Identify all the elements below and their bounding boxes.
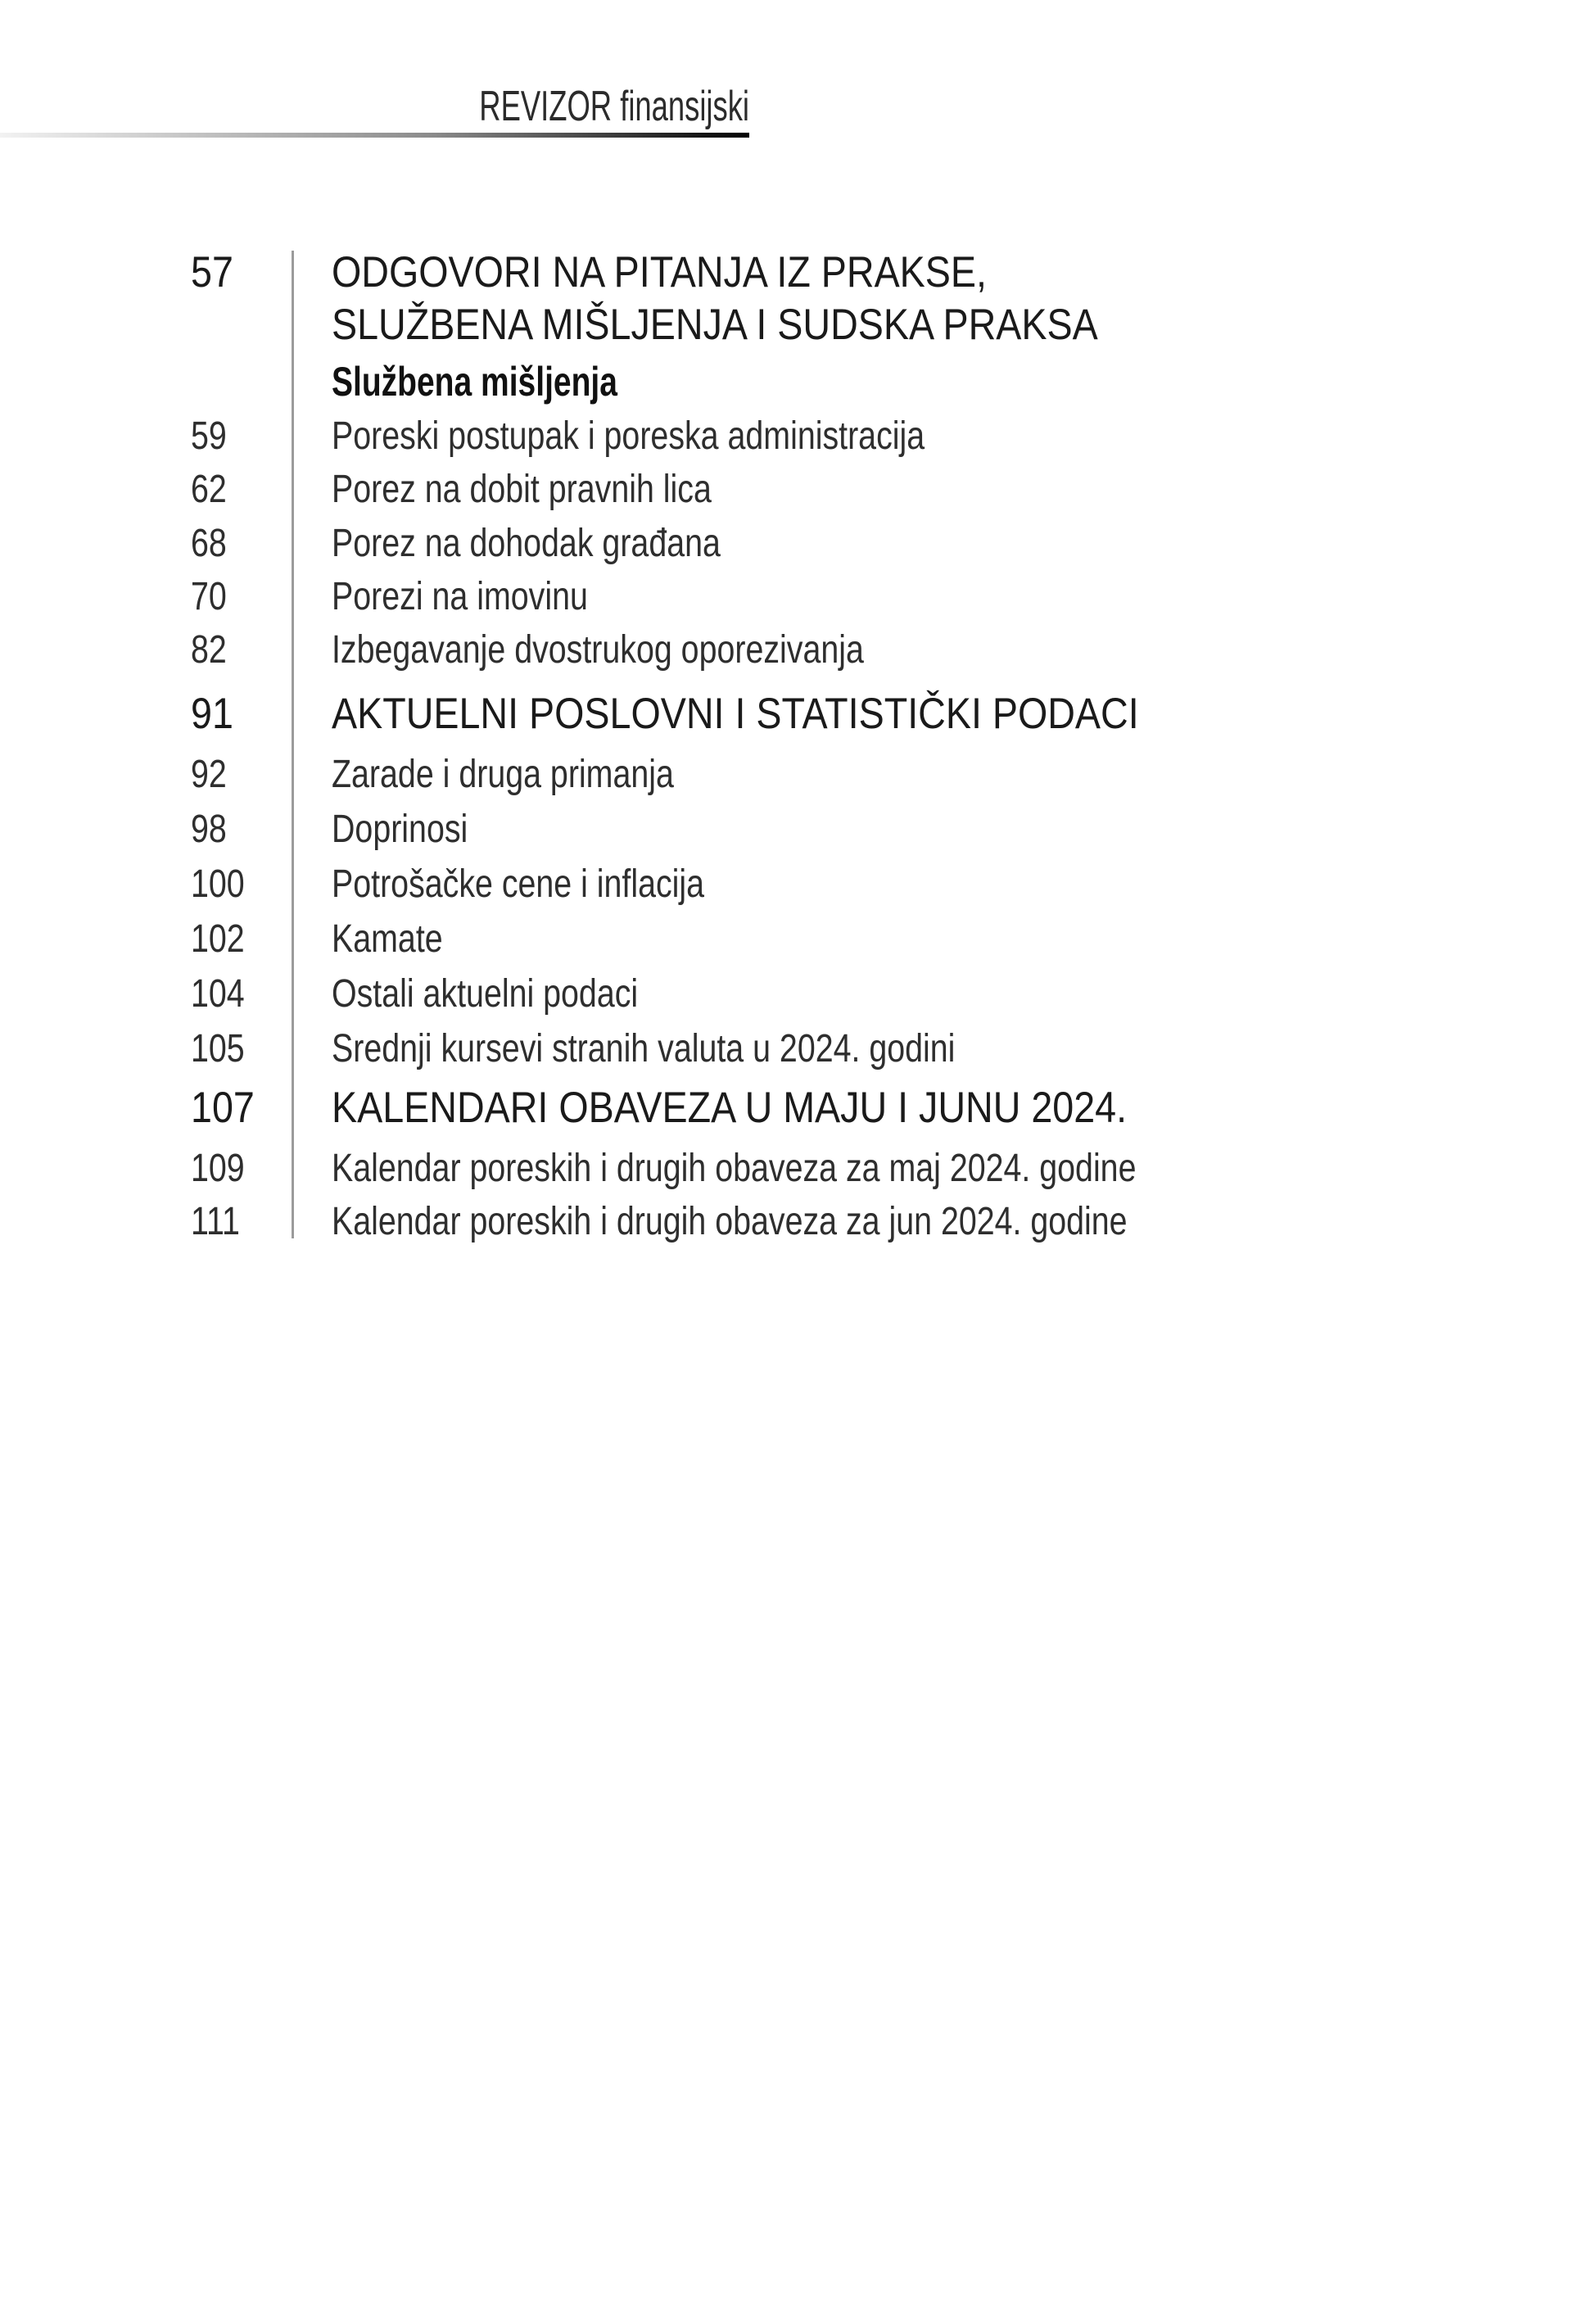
section-title: AKTUELNI POSLOVNI I STATISTIČKI PODACI [332, 690, 1139, 738]
toc-subtitle: Službena mišljenja [332, 359, 617, 405]
section-title: KALENDARI OBAVEZA U MAJU I JUNU 2024. [332, 1084, 1128, 1132]
item-page-number: 92 [191, 753, 227, 796]
item-page-number: 105 [191, 1027, 245, 1070]
item-page-number: 98 [191, 808, 227, 851]
item-page-number: 109 [191, 1147, 245, 1190]
item-page-number: 104 [191, 972, 245, 1016]
section-page-number: 91 [191, 690, 233, 738]
item-title: Porezi na imovinu [332, 575, 588, 618]
item-page-number: 102 [191, 917, 245, 961]
item-title: Doprinosi [332, 808, 468, 851]
item-title: Zarade i druga primanja [332, 753, 674, 796]
item-title: Porez na dobit pravnih lica [332, 468, 712, 511]
section-title-line2: SLUŽBENA MIŠLJENJA I SUDSKA PRAKSA [332, 301, 1098, 349]
item-page-number: 62 [191, 468, 227, 511]
toc-divider-line [292, 251, 294, 1238]
item-title: Kalendar poreskih i drugih obaveza za maj 2024. godine [332, 1147, 1137, 1190]
page-title-text: REVIZOR finansijski [479, 83, 749, 130]
item-title: Potrošačke cene i inflacija [332, 862, 705, 906]
item-title: Kalendar poreskih i drugih obaveza za jun 2024. godine [332, 1200, 1128, 1243]
item-title: Ostali aktuelni podaci [332, 972, 639, 1016]
item-page-number: 82 [191, 628, 227, 672]
item-page-number: 70 [191, 575, 227, 618]
item-page-number: 59 [191, 414, 227, 458]
item-page-number: 68 [191, 522, 227, 565]
section-page-number: 107 [191, 1084, 255, 1132]
item-title: Poreski postupak i poreska administracija [332, 414, 925, 458]
page-title [364, 85, 749, 128]
section-title-line1: ODGOVORI NA PITANJA IZ PRAKSE, [332, 248, 987, 296]
item-title: Izbegavanje dvostrukog oporezivanja [332, 628, 864, 672]
item-title: Porez na dohodak građana [332, 522, 721, 565]
header-underline [0, 133, 749, 138]
section-page-number: 57 [191, 248, 233, 296]
item-title: Kamate [332, 917, 443, 961]
item-page-number: 111 [191, 1200, 240, 1243]
item-title: Srednji kursevi stranih valuta u 2024. godini [332, 1027, 956, 1070]
section-title [332, 247, 1202, 351]
item-page-number: 100 [191, 862, 245, 906]
